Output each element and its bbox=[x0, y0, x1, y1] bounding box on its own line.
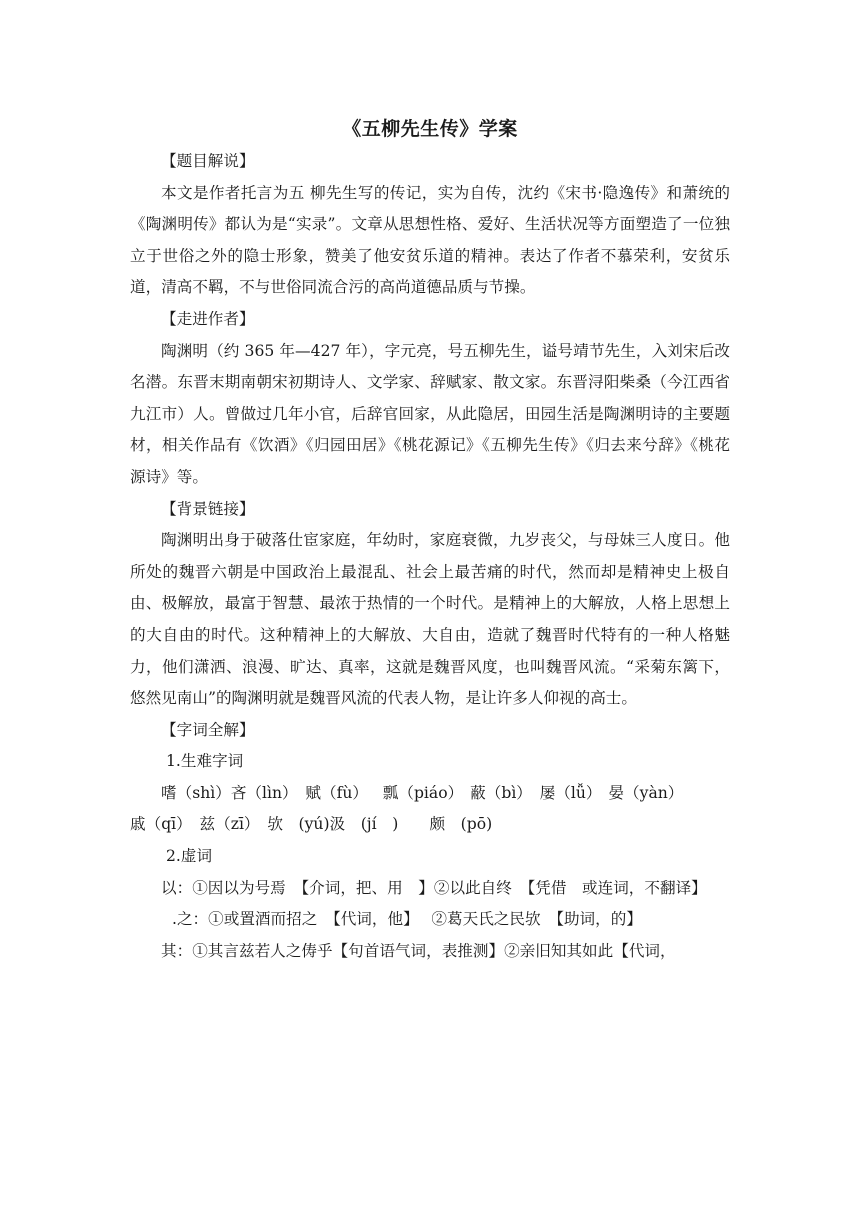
intro-paragraph: 本文是作者托言为五 柳先生写的传记，实为自传，沈约《宋书·隐逸传》和萧统的《陶渊明传》都认为是“实录”。文章从思想性格、爱好、生活状况等方面塑造了一位独立于世俗之外的隐士形象，赞美了他安贫乐道的精神。表达了作者不慕荣利，安贫乐道，清高不羁，不与世俗同流合污的高尚道德品质与节操。 bbox=[130, 183, 730, 297]
function-word-yi: 以：①因以为号焉 【介词，把、用 】②以此自终 【凭借 或连词，不翻译】 bbox=[161, 878, 707, 897]
pinyin-line-2: 戚（qī） 兹（zī） 欤 (yú)汲 (jí ) 颇 (pō) bbox=[130, 815, 493, 834]
pinyin-line-1: 嗜（shì）吝（lìn） 赋（fù） 瓢（piáo） 蔽（bì） 屡（lǚ） 晏（yàn） bbox=[161, 783, 684, 802]
function-word-zhi: .之：①或置酒而招之 【代词，他】 ②葛天氏之民欤 【助词，的】 bbox=[172, 910, 642, 929]
document-title: 《五柳先生传》学案 bbox=[342, 118, 518, 140]
section-heading-background: 【背景链接】 bbox=[161, 499, 255, 518]
subheading-function-words: 2.虚词 bbox=[166, 847, 213, 866]
function-word-qi: 其：①其言兹若人之俦乎【句首语气词，表推测】②亲旧知其如此【代词， bbox=[161, 941, 676, 960]
background-paragraph: 陶渊明出身于破落仕宦家庭，年幼时，家庭衰微，九岁丧父，与母妹三人度日。他所处的魏晋六朝是中国政治上最混乱、社会上最苦痛的时代，然而却是精神史上极自由、极解放，最富于智慧、最浓于热情的一个时代。是精神上的大解放，人格上思想上的大自由的时代。这种精神上的大解放、大自由，造就了魏晋时代特有的一种人格魅力，他们潇洒、浪漫、旷达、真率，这就是魏晋风度，也叫魏晋风流。“采菊东篱下，悠然见南山”的陶渊明就是魏晋风流的代表人物，是让许多人仰视的高士。 bbox=[130, 531, 730, 708]
document-body bbox=[130, 146, 730, 967]
subheading-difficult-words: 1.生难字词 bbox=[166, 752, 244, 771]
section-heading-author: 【走进作者】 bbox=[161, 309, 255, 328]
section-heading-words: 【字词全解】 bbox=[161, 720, 255, 739]
author-paragraph: 陶渊明（约 365 年—427 年），字元亮，号五柳先生，谥号靖节先生，入刘宋后改名潜。东晋末期南朝宋初期诗人、文学家、辞赋家、散文家。东晋浔阳柴桑（今江西省九江市）人。曾做过几年小官，后辞官回家，从此隐居，田园生活是陶渊明诗的主要题材，相关作品有《饮酒》《归园田居》《桃花源记》《五柳先生传》《归去来兮辞》《桃花源诗》等。 bbox=[130, 341, 730, 486]
section-heading-intro: 【题目解说】 bbox=[161, 152, 255, 170]
